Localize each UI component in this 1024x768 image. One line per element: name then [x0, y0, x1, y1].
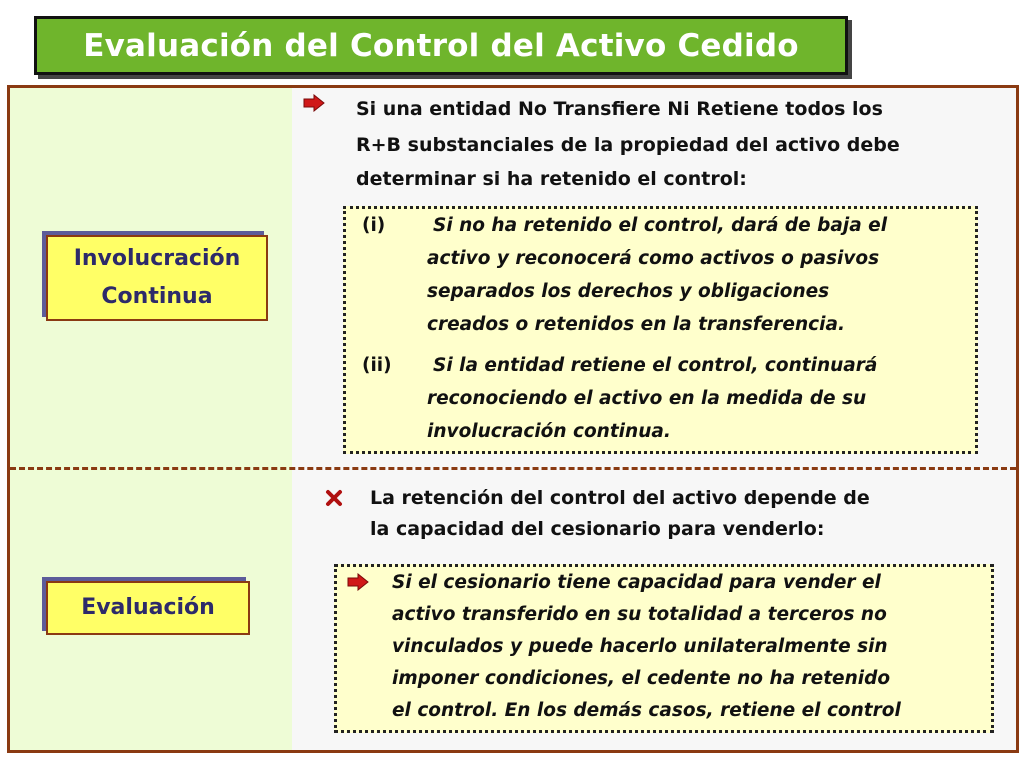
evaluacion-label-text: Evaluación: [81, 595, 215, 620]
section2-box-line: imponer condiciones, el cedente no ha retenido: [392, 668, 891, 689]
involucracion-label: [46, 235, 268, 321]
section1-intro-line: Si una entidad No Transfiere Ni Retiene todos los: [356, 98, 883, 120]
item2-line: Si la entidad retiene el control, continuará: [433, 355, 878, 376]
section2-box-line: activo transferido en su totalidad a terceros no: [392, 604, 887, 625]
evaluacion-label: [46, 581, 250, 635]
title-banner: [34, 16, 848, 75]
section1-intro-line: determinar si ha retenido el control:: [356, 168, 747, 190]
content-frame: [7, 85, 1019, 753]
item1-line: creados o retenidos en la transferencia.: [427, 314, 845, 335]
section2-intro-line: la capacidad del cesionario para venderlo:: [370, 518, 825, 540]
item2-line: involucración continua.: [427, 421, 671, 442]
section1-intro: [356, 92, 883, 126]
item1-line: separados los derechos y obligaciones: [427, 281, 830, 302]
involucracion-label-line2: Continua: [101, 284, 213, 309]
item1-marker: (i): [362, 215, 386, 236]
section2-box-line: el control. En los demás casos, retiene el control: [392, 700, 901, 721]
item2-line: reconociendo el activo en la medida de su: [427, 388, 867, 409]
arrow-bullet-icon: [347, 573, 369, 591]
section2-box-line: Si el cesionario tiene capacidad para vender el: [392, 572, 881, 593]
section1-detail-box: [343, 206, 978, 454]
section2-detail-box: [334, 564, 994, 733]
arrow-bullet-icon: [303, 94, 325, 112]
section1-intro: [356, 128, 900, 196]
involucracion-label-line1: Involucración: [73, 246, 241, 271]
item1-line: activo y reconocerá como activos o pasivos: [427, 248, 880, 269]
item1-line: Si no ha retenido el control, dará de baja el: [433, 215, 888, 236]
x-bullet-icon: [325, 489, 343, 507]
left-column: [10, 88, 292, 750]
item2-marker: (ii): [362, 355, 392, 376]
section1-intro-line: R+B substanciales de la propiedad del activo debe: [356, 134, 900, 156]
section-divider: [10, 467, 1016, 470]
section2-box-line: vinculados y puede hacerlo unilateralmente sin: [392, 636, 888, 657]
section2-intro-line: La retención del control del activo depende de: [370, 487, 870, 509]
slide-title: Evaluación del Control del Activo Cedido: [83, 27, 799, 64]
section2-intro: [370, 483, 870, 545]
